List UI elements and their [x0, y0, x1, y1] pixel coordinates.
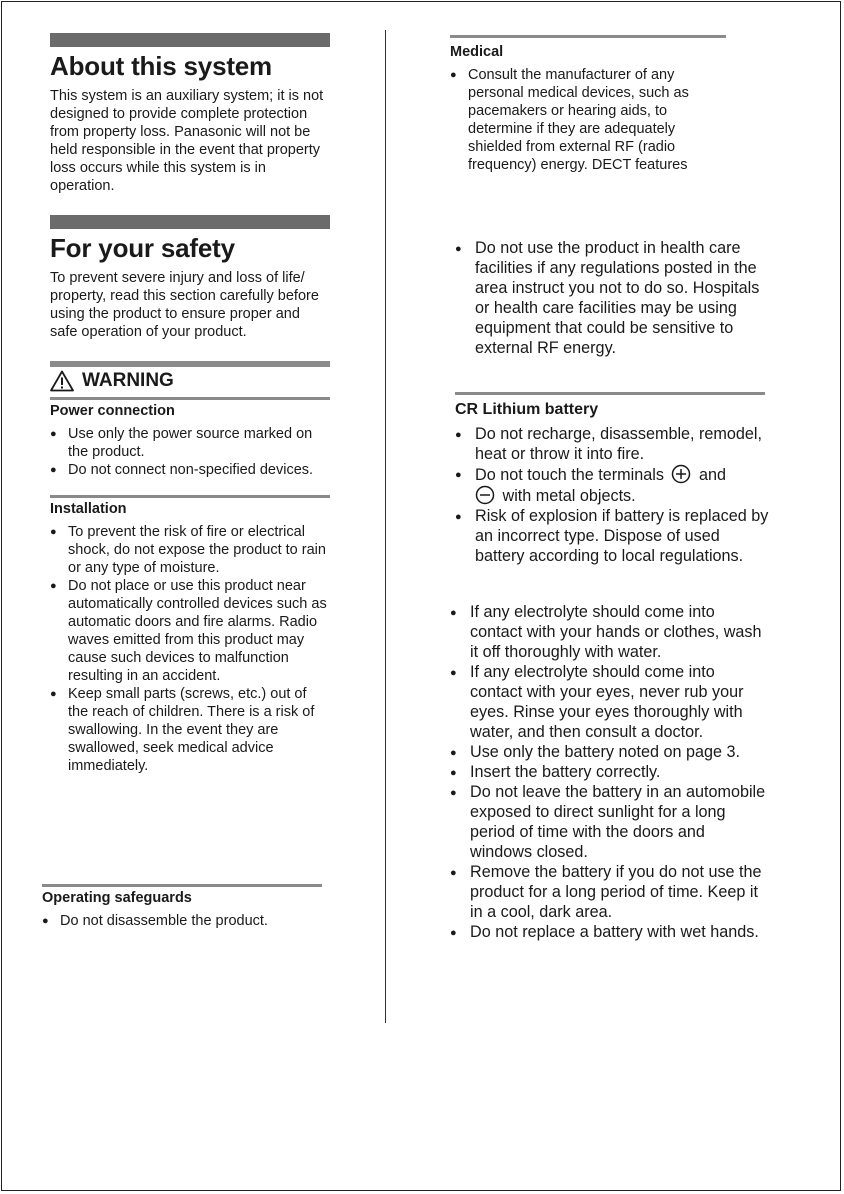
medical-rule [450, 35, 726, 38]
about-text: This system is an auxiliary system; it is not designed to provide complete protection from property loss. Panasonic will not be held responsible in the event that property loss occurs while this system is in operation. [50, 88, 324, 194]
terminals-suffix: with metal objects. [502, 487, 636, 505]
battery-title: CR Lithium battery [455, 401, 599, 418]
list-item: ● Do not place or use this product near automatically controlled devices such as automatic doors and fire alarms. Radio waves emitted from this product may cause such devices to malfunction resulting in an accident. [50, 577, 330, 685]
operating-rule [42, 884, 322, 887]
terminals-text: Do not touch the terminals [475, 466, 664, 484]
power-rule [50, 397, 330, 400]
list-item: ● Do not use the product in health care facilities if any regulations posted in the area instruct you not to do so. Hospitals or health care facilities may be using equipment that could be sensitive to external RF energy. [455, 238, 775, 358]
list-item: ● If any electrolyte should come into contact with your hands or clothes, wash it off thoroughly with water. [450, 602, 768, 662]
operating-list [42, 912, 322, 930]
section-bar [50, 215, 330, 229]
warning-rule [50, 361, 330, 367]
battery-section-continued [450, 602, 768, 942]
about-title: About this system [50, 51, 272, 81]
medical-section [450, 35, 726, 174]
battery-section [455, 392, 771, 566]
installation-title: Installation [50, 501, 127, 517]
section-bar [50, 33, 330, 47]
list-item: ● To prevent the risk of fire or electrical shock, do not expose the product to rain or any type of moisture. [50, 523, 330, 577]
warning-heading [50, 370, 330, 392]
installation-rule [50, 495, 330, 498]
list-item: ● Do not disassemble the product. [42, 912, 322, 930]
medical-continued [455, 238, 775, 358]
power-list [50, 425, 330, 479]
operating-section [42, 884, 322, 930]
battery-rule [455, 392, 765, 395]
medical-list [450, 66, 712, 174]
medical-list-2 [455, 238, 775, 358]
list-item: ● Do not connect non-specified devices. [50, 461, 330, 479]
battery-list [455, 424, 771, 566]
installation-list [50, 523, 330, 775]
plus-terminal-icon [671, 464, 691, 484]
operating-title: Operating safeguards [42, 890, 192, 906]
list-item: ● If any electrolyte should come into contact with your eyes, never rub your eyes. Rinse your eyes thoroughly with water, and then consult a doctor. [450, 662, 768, 742]
left-column [50, 33, 330, 775]
terminals-and: and [698, 466, 726, 484]
safety-text: To prevent severe injury and loss of life/ property, read this section carefully before using the product to ensure proper and safe operation of your product. [50, 270, 319, 340]
list-item: ● Risk of explosion if battery is replaced by an incorrect type. Dispose of used battery according to local regulations. [455, 506, 771, 566]
list-item-terminals [455, 464, 771, 506]
list-item: ● Do not recharge, disassemble, remodel, heat or throw it into fire. [455, 424, 771, 464]
list-item: ● Do not leave the battery in an automobile exposed to direct sunlight for a long period of time with the doors and windows closed. [450, 782, 768, 862]
warning-label: WARNING [82, 370, 174, 391]
battery-list-2 [450, 602, 768, 942]
medical-title: Medical [450, 44, 504, 60]
list-item: ● Use only the battery noted on page 3. [450, 742, 768, 762]
safety-title: For your safety [50, 233, 235, 263]
minus-terminal-icon [475, 485, 495, 505]
list-item: ● Do not replace a battery with wet hands. [450, 922, 768, 942]
power-title: Power connection [50, 403, 175, 419]
list-item: ● Insert the battery correctly. [450, 762, 768, 782]
list-item: ● Remove the battery if you do not use the product for a long period of time. Keep it in a cool, dark area. [450, 862, 768, 922]
warning-triangle-icon [50, 370, 74, 392]
list-item: ● Keep small parts (screws, etc.) out of the reach of children. There is a risk of swallowing. In the event they are swallowed, seek medical advice immediately. [50, 685, 330, 775]
column-divider [385, 30, 386, 1023]
list-item: ● Consult the manufacturer of any personal medical devices, such as pacemakers or hearing aids, to determine if they are adequately shielded from external RF (radio frequency) energy. DECT features [450, 66, 712, 174]
list-item: ● Use only the power source marked on the product. [50, 425, 330, 461]
